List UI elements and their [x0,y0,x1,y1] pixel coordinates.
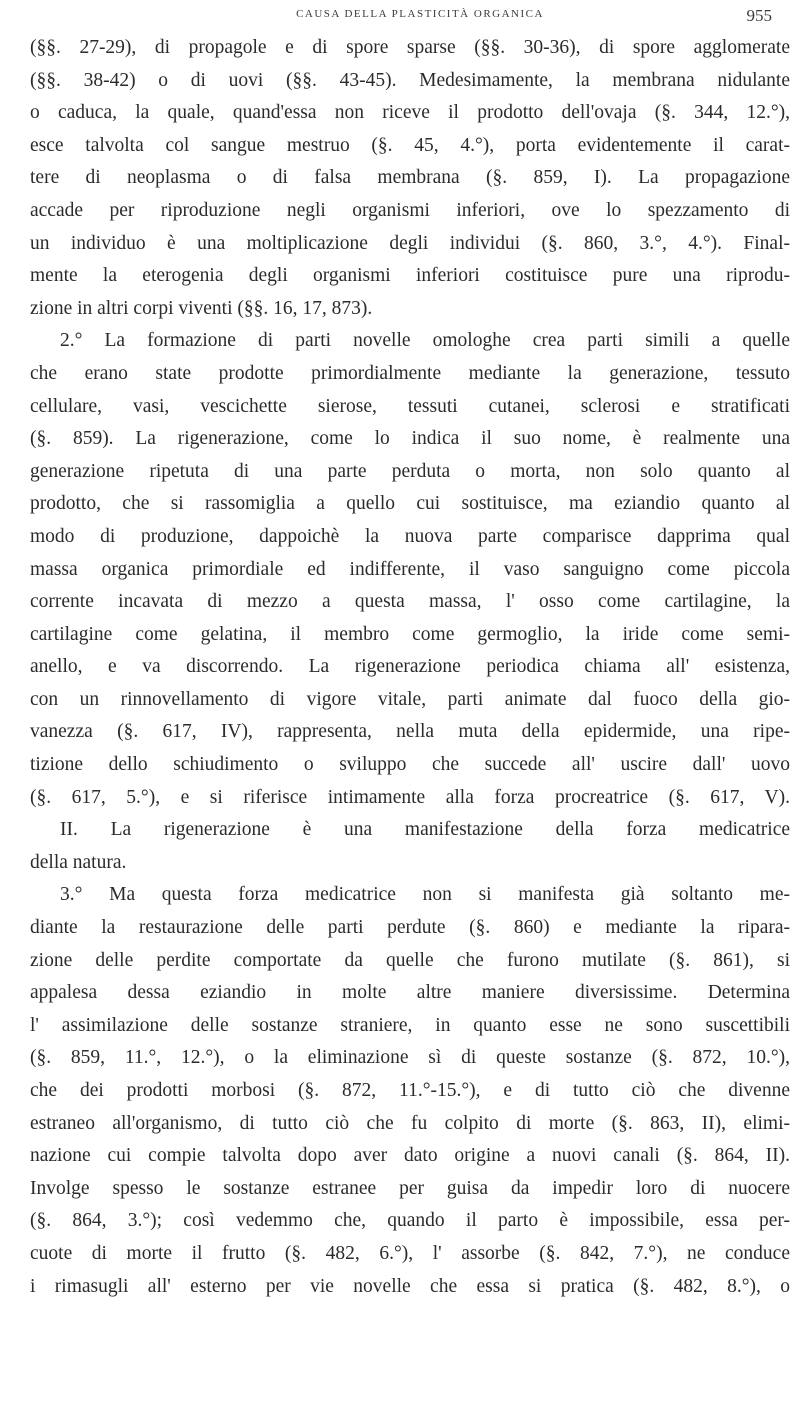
text-line: modo di produzione, dappoichè la nuova parte comparisce dapprima qual [30,525,790,547]
text-line: accade per riproduzione negli organismi inferiori, ove lo spezzamento di [30,199,790,221]
page-number: 955 [746,6,772,25]
text-line: Involge spesso le sostanze estranee per guisa da impedir loro di nuocere [30,1177,790,1199]
text-line: della natura. [30,851,127,873]
text-line: cuote di morte il frutto (§. 482, 6.°), l' assorbe (§. 842, 7.°), ne conduce [30,1242,790,1264]
text-line: appalesa dessa eziandio in molte altre maniere diversissime. Determina [30,982,790,1004]
header-title: CAUSA DELLA PLASTICITÀ ORGANICA [296,8,544,20]
text-line: anello, e va discorrendo. La rigenerazione periodica chiama all' esistenza, [30,656,790,678]
text-line: zione in altri corpi viventi (§§. 16, 17, 873). [30,297,373,319]
text-line: che dei prodotti morbosi (§. 872, 11.°-15.°), e di tutto ciò che divenne [30,1080,790,1101]
text-line: (§. 864, 3.°); così vedemmo che, quando il parto è impossibile, essa per- [30,1210,790,1232]
text-line: nazione cui compie talvolta dopo aver dato origine a nuovi canali (§. 864, II). [30,1145,790,1167]
text-line: un individuo è una moltiplicazione degli individui (§. 860, 3.°, 4.°). Final- [30,232,790,254]
text-line: corrente incavata di mezzo a questa massa, l' osso come cartilagine, la [30,591,790,613]
body-text [30,32,790,1303]
text-line: l' assimilazione delle sostanze straniere, in quanto esse ne sono suscettibili [30,1014,790,1036]
text-line: 3.° Ma questa forza medicatrice non si manifesta già soltanto me- [60,884,790,906]
text-line: prodotto, che si rassomiglia a quello cui sostituisce, ma eziandio quanto al [30,493,790,515]
text-line: cartilagine come gelatina, il membro come germoglio, la iride come semi- [30,623,790,645]
text-line: con un rinnovellamento di vigore vitale, parti animate dal fuoco della gio- [30,688,790,710]
text-line: massa organica primordiale ed indifferente, il vaso sanguigno come piccola [30,558,790,580]
text-line: estraneo all'organismo, di tutto ciò che fu colpito di morte (§. 863, II), elimi- [30,1112,790,1134]
text-line: tere di neoplasma o di falsa membrana (§. 859, I). La propagazione [30,167,790,189]
text-line: II. La rigenerazione è una manifestazione della forza medicatrice [60,819,790,841]
text-line: (§. 859). La rigenerazione, come lo indica il suo nome, è realmente una [30,428,790,450]
text-line: zione delle perdite comportate da quelle che furono mutilate (§. 861), si [30,949,790,971]
text-line: cellulare, vasi, vescichette sierose, tessuti cutanei, sclerosi e stratificati [30,395,790,417]
text-line: vanezza (§. 617, IV), rappresenta, nella muta della epidermide, una ripe- [30,721,790,743]
text-line: che erano state prodotte primordialmente mediante la generazione, tessuto [30,362,790,384]
text-line: (§. 859, 11.°, 12.°), o la eliminazione sì di queste sostanze (§. 872, 10.°), [30,1047,790,1069]
text-line: mente la eterogenia degli organismi inferiori costituisce pure una riprodu- [30,265,790,287]
text-line: tizione dello schiudimento o sviluppo che succede all' uscire dall' uovo [30,754,790,776]
text-line: (§§. 27-29), di propagole e di spore sparse (§§. 30-36), di spore agglomerate [30,37,790,58]
text-line: i rimasugli all' esterno per vie novelle che essa si pratica (§. 482, 8.°), o [30,1275,790,1297]
text-line: (§. 617, 5.°), e si riferisce intimamente alla forza procreatrice (§. 617, V). [30,786,790,808]
text-line: generazione ripetuta di una parte perduta o morta, non solo quanto al [30,460,790,482]
text-line: esce talvolta col sangue mestruo (§. 45, 4.°), porta evidentemente il carat- [30,134,790,156]
running-header [20,6,780,30]
text-line: o caduca, la quale, quand'essa non riceve il prodotto dell'ovaja (§. 344, 12.°), [30,102,790,124]
text-line: 2.° La formazione di parti novelle omologhe crea parti simili a quelle [60,330,790,352]
text-line: diante la restaurazione delle parti perdute (§. 860) e mediante la ripara- [30,917,790,939]
text-line: (§§. 38-42) o di uovi (§§. 43-45). Medesimamente, la membrana nidulante [30,69,790,91]
